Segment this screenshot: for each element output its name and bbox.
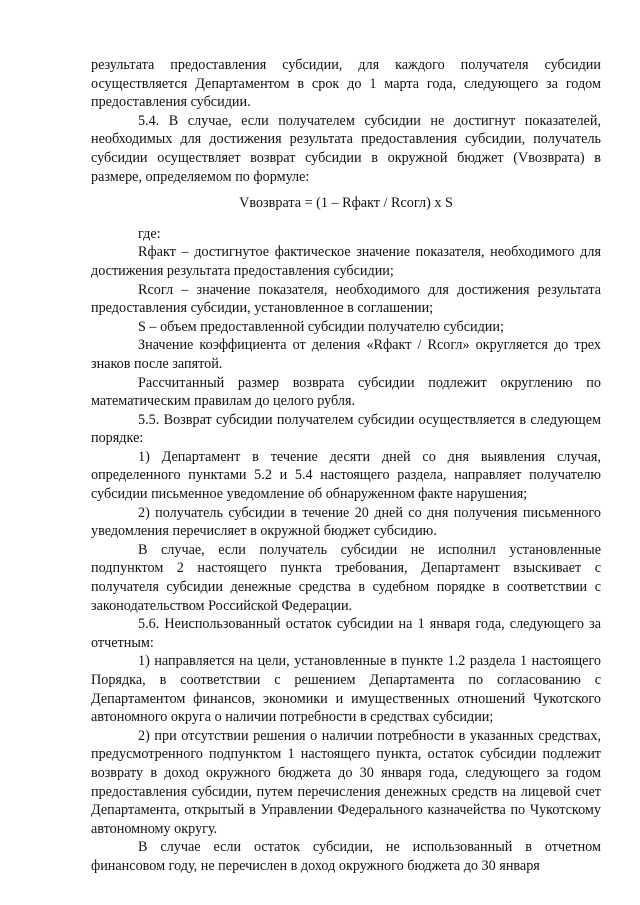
paragraph-5-6-item-2: 2) при отсутствии решения о наличии потребности в указанных средствах, предусмотренного подпунктом 1 настоящего пункта, остаток субсидии подлежит возврату в доход окружного бюджета до 30 января года, следующего за годом предоставления субсидии, путем перечисления денежных средств на лицевой счет Департамента, открытый в Управлении Федерального казначейства по Чукотскому автономному округу. bbox=[91, 727, 601, 837]
paragraph-continuation: результата предоставления субсидии, для каждого получателя субсидии осуществляется Департаментом в срок до 1 марта года, следующего за годом предоставления субсидии. bbox=[91, 57, 601, 111]
paragraph-where: где: bbox=[138, 225, 161, 242]
definition-rfakt: Rфакт – достигнутое фактическое значение показателя, необходимого для достижения результата предоставления субсидии; bbox=[91, 244, 601, 279]
formula: Vвозврата = (1 – Rфакт / Rсогл) x S bbox=[239, 195, 453, 212]
paragraph-5-5-item-1: 1) Департамент в течение десяти дней со дня выявления случая, определенного пунктами 5.2 и 5.4 настоящего раздела, направляет получателю субсидии письменное уведомление об обнаруженном факте нарушения; bbox=[91, 448, 601, 503]
definition-rsogl: Rсогл – значение показателя, необходимого для достижения результата предоставления субсидии, установленное в соглашении; bbox=[91, 281, 601, 317]
paragraph-amount-rounding: Рассчитанный размер возврата субсидии подлежит округлению по математическим правилам до целого рубля. bbox=[91, 374, 601, 410]
paragraph-5-4: 5.4. В случае, если получателем субсидии не достигнут показателей, необходимых для достижения результата предоставления субсидии, получатель субсидии осуществляет возврат субсидии в окружной бюджет (Vвозврата) в размере, определяемом по формуле: bbox=[91, 112, 601, 185]
paragraph-5-5: 5.5. Возврат субсидии получателем субсидии осуществляется в следующем порядке: bbox=[91, 411, 601, 447]
paragraph-enforcement: В случае, если получатель субсидии не исполнил установленные подпунктом 2 настоящего пункта требования, Департамент взыскивает с получателя субсидии денежные средства в судебном порядке в соответствии с законодательством Российской Федерации. bbox=[91, 541, 601, 614]
paragraph-5-6-item-1: 1) направляется на цели, установленные в пункте 1.2 раздела 1 настоящего Порядка, в соответствии с решением Департамента по согласованию с Департаментом финансов, экономики и имущественных отношений Чукотского автономного округа о наличии потребности в средствах субсидии; bbox=[91, 653, 601, 726]
paragraph-5-5-item-2: 2) получатель субсидии в течение 20 дней со дня получения письменного уведомления перечисляет в окружной бюджет субсидию. bbox=[91, 504, 601, 540]
paragraph-coefficient-rounding: Значение коэффициента от деления «Rфакт / Rсогл» округляется до трех знаков после запятой. bbox=[91, 337, 601, 372]
document-page bbox=[91, 56, 601, 876]
definition-s: S – объем предоставленной субсидии получателю субсидии; bbox=[138, 318, 504, 335]
paragraph-final: В случае если остаток субсидии, не использованный в отчетном финансовом году, не перечислен в доход окружного бюджета до 30 января bbox=[91, 839, 601, 874]
paragraph-5-6: 5.6. Неиспользованный остаток субсидии на 1 января года, следующего за отчетным: bbox=[91, 616, 601, 651]
